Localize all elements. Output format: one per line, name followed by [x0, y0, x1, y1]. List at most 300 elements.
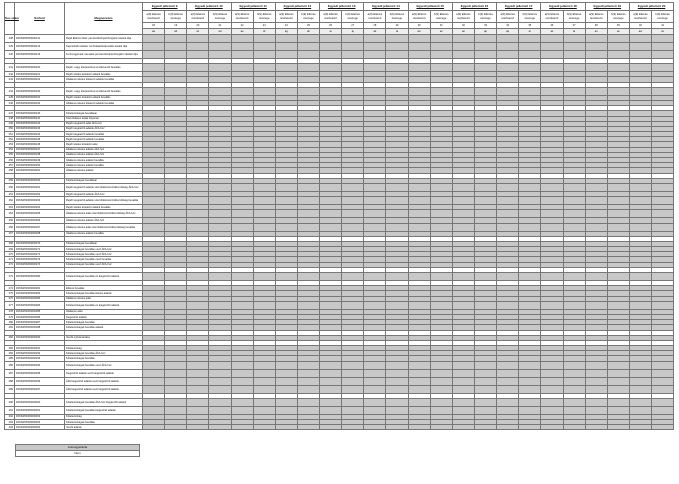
data-cell[interactable]: [497, 210, 519, 218]
data-cell[interactable]: [187, 197, 209, 205]
data-cell[interactable]: [253, 51, 275, 59]
data-cell[interactable]: [386, 43, 408, 51]
data-cell[interactable]: [364, 377, 386, 385]
data-cell[interactable]: [364, 183, 386, 191]
data-cell[interactable]: [452, 406, 474, 414]
data-cell[interactable]: [165, 301, 187, 309]
data-cell[interactable]: [519, 301, 541, 309]
data-cell[interactable]: [541, 64, 563, 72]
data-cell[interactable]: [629, 273, 651, 281]
data-cell[interactable]: [497, 425, 519, 430]
data-cell[interactable]: [386, 425, 408, 430]
data-cell[interactable]: [231, 183, 253, 191]
data-cell[interactable]: [519, 183, 541, 191]
data-cell[interactable]: [519, 64, 541, 72]
data-cell[interactable]: [143, 197, 165, 205]
data-cell[interactable]: [541, 406, 563, 414]
data-cell[interactable]: [231, 197, 253, 205]
data-cell[interactable]: [563, 183, 585, 191]
data-cell[interactable]: [408, 361, 430, 369]
data-cell[interactable]: [209, 35, 231, 43]
data-cell[interactable]: [342, 369, 364, 377]
data-cell[interactable]: [165, 87, 187, 95]
data-cell[interactable]: [652, 87, 674, 95]
data-cell[interactable]: [320, 51, 342, 59]
data-cell[interactable]: [607, 223, 629, 231]
data-cell[interactable]: [143, 210, 165, 218]
data-cell[interactable]: [386, 197, 408, 205]
data-cell[interactable]: [320, 406, 342, 414]
data-cell[interactable]: [629, 51, 651, 59]
data-cell[interactable]: [187, 369, 209, 377]
data-cell[interactable]: [386, 273, 408, 281]
data-cell[interactable]: [209, 398, 231, 406]
data-cell[interactable]: [497, 223, 519, 231]
data-cell[interactable]: [231, 64, 253, 72]
data-cell[interactable]: [474, 197, 496, 205]
data-cell[interactable]: [231, 425, 253, 430]
data-cell[interactable]: [452, 425, 474, 430]
data-cell[interactable]: [497, 301, 519, 309]
data-cell[interactable]: [297, 406, 319, 414]
data-cell[interactable]: [165, 210, 187, 218]
data-cell[interactable]: [275, 369, 297, 377]
data-cell[interactable]: [519, 43, 541, 51]
data-cell[interactable]: [430, 273, 452, 281]
data-cell[interactable]: [231, 43, 253, 51]
data-cell[interactable]: [320, 273, 342, 281]
data-cell[interactable]: [209, 361, 231, 369]
data-cell[interactable]: [165, 223, 187, 231]
data-cell[interactable]: [209, 183, 231, 191]
data-cell[interactable]: [231, 273, 253, 281]
data-cell[interactable]: [253, 35, 275, 43]
data-cell[interactable]: [297, 87, 319, 95]
data-cell[interactable]: [187, 406, 209, 414]
data-cell[interactable]: [430, 51, 452, 59]
data-cell[interactable]: [408, 301, 430, 309]
data-cell[interactable]: [652, 183, 674, 191]
data-cell[interactable]: [474, 385, 496, 393]
data-cell[interactable]: [320, 210, 342, 218]
data-cell[interactable]: [652, 43, 674, 51]
data-cell[interactable]: [364, 51, 386, 59]
data-cell[interactable]: [364, 398, 386, 406]
data-cell[interactable]: [231, 385, 253, 393]
data-cell[interactable]: [209, 51, 231, 59]
data-cell[interactable]: [342, 301, 364, 309]
data-cell[interactable]: [253, 301, 275, 309]
data-cell[interactable]: [386, 223, 408, 231]
data-cell[interactable]: [364, 273, 386, 281]
data-cell[interactable]: [408, 43, 430, 51]
data-cell[interactable]: [541, 197, 563, 205]
data-cell[interactable]: [430, 301, 452, 309]
data-cell[interactable]: [253, 64, 275, 72]
data-cell[interactable]: [474, 425, 496, 430]
data-cell[interactable]: [275, 398, 297, 406]
data-cell[interactable]: [275, 223, 297, 231]
data-cell[interactable]: [187, 210, 209, 218]
data-cell[interactable]: [342, 35, 364, 43]
data-cell[interactable]: [320, 223, 342, 231]
data-cell[interactable]: [231, 398, 253, 406]
data-cell[interactable]: [143, 183, 165, 191]
data-cell[interactable]: [474, 398, 496, 406]
data-cell[interactable]: [452, 361, 474, 369]
data-cell[interactable]: [342, 210, 364, 218]
data-cell[interactable]: [209, 64, 231, 72]
data-cell[interactable]: [497, 64, 519, 72]
data-cell[interactable]: [275, 377, 297, 385]
data-cell[interactable]: [452, 87, 474, 95]
data-cell[interactable]: [320, 301, 342, 309]
data-cell[interactable]: [497, 197, 519, 205]
data-cell[interactable]: [297, 369, 319, 377]
data-cell[interactable]: [541, 273, 563, 281]
data-cell[interactable]: [652, 35, 674, 43]
data-cell[interactable]: [652, 197, 674, 205]
data-cell[interactable]: [652, 210, 674, 218]
data-cell[interactable]: [408, 183, 430, 191]
data-cell[interactable]: [430, 87, 452, 95]
data-cell[interactable]: [430, 425, 452, 430]
data-cell[interactable]: [474, 183, 496, 191]
data-cell[interactable]: [607, 273, 629, 281]
data-cell[interactable]: [452, 385, 474, 393]
data-cell[interactable]: [519, 406, 541, 414]
data-cell[interactable]: [585, 398, 607, 406]
data-cell[interactable]: [629, 43, 651, 51]
data-cell[interactable]: [386, 183, 408, 191]
data-cell[interactable]: [408, 64, 430, 72]
data-cell[interactable]: [519, 51, 541, 59]
data-cell[interactable]: [408, 35, 430, 43]
data-cell[interactable]: [320, 385, 342, 393]
data-cell[interactable]: [187, 361, 209, 369]
data-cell[interactable]: [629, 210, 651, 218]
data-cell[interactable]: [607, 425, 629, 430]
data-cell[interactable]: [541, 301, 563, 309]
data-cell[interactable]: [430, 377, 452, 385]
data-cell[interactable]: [541, 87, 563, 95]
data-cell[interactable]: [165, 197, 187, 205]
data-cell[interactable]: [231, 51, 253, 59]
data-cell[interactable]: [165, 183, 187, 191]
data-cell[interactable]: [275, 87, 297, 95]
data-cell[interactable]: [320, 35, 342, 43]
data-cell[interactable]: [143, 377, 165, 385]
data-cell[interactable]: [386, 301, 408, 309]
data-cell[interactable]: [386, 369, 408, 377]
data-cell[interactable]: [629, 197, 651, 205]
data-cell[interactable]: [607, 398, 629, 406]
data-cell[interactable]: [452, 64, 474, 72]
data-cell[interactable]: [342, 385, 364, 393]
data-cell[interactable]: [629, 361, 651, 369]
data-cell[interactable]: [231, 223, 253, 231]
data-cell[interactable]: [652, 369, 674, 377]
data-cell[interactable]: [452, 369, 474, 377]
data-cell[interactable]: [187, 183, 209, 191]
data-cell[interactable]: [386, 385, 408, 393]
data-cell[interactable]: [474, 369, 496, 377]
data-cell[interactable]: [629, 398, 651, 406]
data-cell[interactable]: [209, 385, 231, 393]
data-cell[interactable]: [275, 361, 297, 369]
data-cell[interactable]: [563, 273, 585, 281]
data-cell[interactable]: [209, 197, 231, 205]
data-cell[interactable]: [519, 369, 541, 377]
data-cell[interactable]: [320, 43, 342, 51]
data-cell[interactable]: [585, 64, 607, 72]
data-cell[interactable]: [297, 197, 319, 205]
data-cell[interactable]: [474, 273, 496, 281]
data-cell[interactable]: [342, 406, 364, 414]
data-cell[interactable]: [143, 51, 165, 59]
data-cell[interactable]: [474, 35, 496, 43]
data-cell[interactable]: [297, 273, 319, 281]
data-cell[interactable]: [629, 406, 651, 414]
data-cell[interactable]: [386, 210, 408, 218]
data-cell[interactable]: [607, 183, 629, 191]
data-cell[interactable]: [629, 87, 651, 95]
data-cell[interactable]: [253, 406, 275, 414]
data-cell[interactable]: [297, 385, 319, 393]
data-cell[interactable]: [497, 377, 519, 385]
data-cell[interactable]: [452, 398, 474, 406]
data-cell[interactable]: [519, 377, 541, 385]
data-cell[interactable]: [297, 377, 319, 385]
data-cell[interactable]: [585, 369, 607, 377]
data-cell[interactable]: [519, 197, 541, 205]
data-cell[interactable]: [209, 369, 231, 377]
data-cell[interactable]: [253, 210, 275, 218]
data-cell[interactable]: [209, 273, 231, 281]
data-cell[interactable]: [408, 51, 430, 59]
data-cell[interactable]: [474, 210, 496, 218]
data-cell[interactable]: [585, 183, 607, 191]
data-cell[interactable]: [253, 43, 275, 51]
data-cell[interactable]: [585, 301, 607, 309]
data-cell[interactable]: [652, 51, 674, 59]
data-cell[interactable]: [585, 385, 607, 393]
data-cell[interactable]: [364, 35, 386, 43]
data-cell[interactable]: [209, 301, 231, 309]
data-cell[interactable]: [585, 361, 607, 369]
data-cell[interactable]: [452, 51, 474, 59]
data-cell[interactable]: [497, 43, 519, 51]
data-cell[interactable]: [209, 43, 231, 51]
data-cell[interactable]: [187, 87, 209, 95]
data-cell[interactable]: [430, 223, 452, 231]
data-cell[interactable]: [474, 43, 496, 51]
data-cell[interactable]: [187, 35, 209, 43]
data-cell[interactable]: [275, 301, 297, 309]
data-cell[interactable]: [342, 377, 364, 385]
data-cell[interactable]: [143, 223, 165, 231]
data-cell[interactable]: [430, 183, 452, 191]
data-cell[interactable]: [165, 51, 187, 59]
data-cell[interactable]: [231, 87, 253, 95]
data-cell[interactable]: [275, 197, 297, 205]
data-cell[interactable]: [253, 369, 275, 377]
data-cell[interactable]: [253, 398, 275, 406]
data-cell[interactable]: [563, 301, 585, 309]
data-cell[interactable]: [253, 197, 275, 205]
data-cell[interactable]: [563, 51, 585, 59]
data-cell[interactable]: [342, 361, 364, 369]
data-cell[interactable]: [563, 64, 585, 72]
data-cell[interactable]: [652, 223, 674, 231]
data-cell[interactable]: [342, 425, 364, 430]
data-cell[interactable]: [275, 385, 297, 393]
data-cell[interactable]: [519, 385, 541, 393]
data-cell[interactable]: [519, 361, 541, 369]
data-cell[interactable]: [275, 43, 297, 51]
data-cell[interactable]: [452, 301, 474, 309]
data-cell[interactable]: [563, 87, 585, 95]
data-cell[interactable]: [629, 377, 651, 385]
data-cell[interactable]: [585, 210, 607, 218]
data-cell[interactable]: [165, 398, 187, 406]
data-cell[interactable]: [408, 197, 430, 205]
data-cell[interactable]: [187, 301, 209, 309]
data-cell[interactable]: [519, 223, 541, 231]
data-cell[interactable]: [364, 197, 386, 205]
data-cell[interactable]: [165, 406, 187, 414]
data-cell[interactable]: [231, 369, 253, 377]
data-cell[interactable]: [585, 197, 607, 205]
data-cell[interactable]: [474, 64, 496, 72]
data-cell[interactable]: [297, 223, 319, 231]
data-cell[interactable]: [165, 377, 187, 385]
data-cell[interactable]: [497, 87, 519, 95]
data-cell[interactable]: [253, 87, 275, 95]
data-cell[interactable]: [452, 183, 474, 191]
data-cell[interactable]: [541, 369, 563, 377]
data-cell[interactable]: [364, 406, 386, 414]
data-cell[interactable]: [143, 398, 165, 406]
data-cell[interactable]: [497, 369, 519, 377]
data-cell[interactable]: [297, 51, 319, 59]
data-cell[interactable]: [519, 210, 541, 218]
data-cell[interactable]: [607, 197, 629, 205]
data-cell[interactable]: [652, 64, 674, 72]
data-cell[interactable]: [497, 51, 519, 59]
data-cell[interactable]: [253, 425, 275, 430]
data-cell[interactable]: [430, 197, 452, 205]
data-cell[interactable]: [342, 273, 364, 281]
data-cell[interactable]: [165, 425, 187, 430]
data-cell[interactable]: [386, 406, 408, 414]
data-cell[interactable]: [585, 425, 607, 430]
data-cell[interactable]: [541, 361, 563, 369]
data-cell[interactable]: [452, 223, 474, 231]
data-cell[interactable]: [231, 377, 253, 385]
data-cell[interactable]: [519, 273, 541, 281]
data-cell[interactable]: [408, 210, 430, 218]
data-cell[interactable]: [607, 369, 629, 377]
data-cell[interactable]: [275, 406, 297, 414]
data-cell[interactable]: [297, 301, 319, 309]
data-cell[interactable]: [607, 43, 629, 51]
data-cell[interactable]: [342, 51, 364, 59]
data-cell[interactable]: [541, 35, 563, 43]
data-cell[interactable]: [563, 361, 585, 369]
data-cell[interactable]: [297, 210, 319, 218]
data-cell[interactable]: [187, 425, 209, 430]
data-cell[interactable]: [629, 223, 651, 231]
data-cell[interactable]: [563, 425, 585, 430]
data-cell[interactable]: [297, 183, 319, 191]
data-cell[interactable]: [607, 385, 629, 393]
data-cell[interactable]: [652, 406, 674, 414]
data-cell[interactable]: [408, 223, 430, 231]
data-cell[interactable]: [320, 369, 342, 377]
data-cell[interactable]: [497, 398, 519, 406]
data-cell[interactable]: [275, 273, 297, 281]
data-cell[interactable]: [430, 210, 452, 218]
data-cell[interactable]: [165, 361, 187, 369]
data-cell[interactable]: [165, 369, 187, 377]
data-cell[interactable]: [607, 361, 629, 369]
data-cell[interactable]: [541, 223, 563, 231]
data-cell[interactable]: [364, 369, 386, 377]
data-cell[interactable]: [408, 398, 430, 406]
data-cell[interactable]: [563, 35, 585, 43]
data-cell[interactable]: [607, 210, 629, 218]
data-cell[interactable]: [408, 87, 430, 95]
data-cell[interactable]: [629, 64, 651, 72]
data-cell[interactable]: [297, 64, 319, 72]
data-cell[interactable]: [253, 377, 275, 385]
data-cell[interactable]: [297, 398, 319, 406]
data-cell[interactable]: [231, 210, 253, 218]
data-cell[interactable]: [607, 87, 629, 95]
data-cell[interactable]: [585, 406, 607, 414]
data-cell[interactable]: [474, 377, 496, 385]
data-cell[interactable]: [165, 385, 187, 393]
data-cell[interactable]: [474, 87, 496, 95]
data-cell[interactable]: [541, 210, 563, 218]
data-cell[interactable]: [585, 35, 607, 43]
data-cell[interactable]: [585, 377, 607, 385]
data-cell[interactable]: [342, 64, 364, 72]
data-cell[interactable]: [165, 64, 187, 72]
data-cell[interactable]: [386, 87, 408, 95]
data-cell[interactable]: [143, 425, 165, 430]
data-cell[interactable]: [364, 87, 386, 95]
data-cell[interactable]: [497, 406, 519, 414]
data-cell[interactable]: [474, 361, 496, 369]
data-cell[interactable]: [563, 398, 585, 406]
data-cell[interactable]: [652, 425, 674, 430]
data-cell[interactable]: [297, 35, 319, 43]
data-cell[interactable]: [541, 51, 563, 59]
data-cell[interactable]: [585, 43, 607, 51]
data-cell[interactable]: [519, 35, 541, 43]
data-cell[interactable]: [474, 406, 496, 414]
data-cell[interactable]: [452, 35, 474, 43]
data-cell[interactable]: [452, 197, 474, 205]
data-cell[interactable]: [386, 361, 408, 369]
data-cell[interactable]: [474, 51, 496, 59]
data-cell[interactable]: [187, 43, 209, 51]
data-cell[interactable]: [386, 35, 408, 43]
data-cell[interactable]: [364, 301, 386, 309]
data-cell[interactable]: [563, 406, 585, 414]
